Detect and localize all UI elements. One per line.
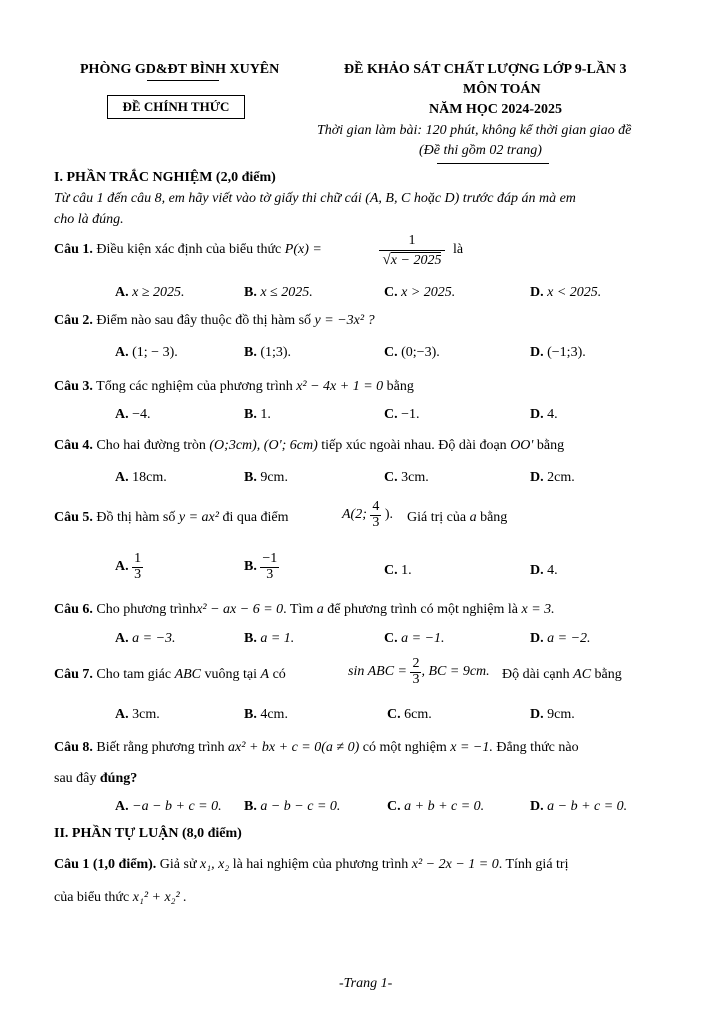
option-a[interactable]: A. −a − b + c = 0. bbox=[115, 799, 222, 814]
option-c[interactable]: C. 3cm. bbox=[384, 470, 429, 485]
question-4: Câu 4. Cho hai đường tròn (O;3cm), (O'; 6cm) tiếp xúc ngoài nhau. Độ dài đoạn OO' bằng bbox=[54, 438, 565, 453]
essay-question-1-line2: của biểu thức x₁² + x₂² . bbox=[54, 890, 187, 905]
option-b[interactable]: B. 9cm. bbox=[244, 470, 288, 485]
option-c[interactable]: C. a = −1. bbox=[384, 631, 445, 646]
question-text: Độ dài cạnh AC bằng bbox=[502, 667, 622, 682]
option-b[interactable]: B. 4cm. bbox=[244, 707, 288, 722]
option-c[interactable]: C. 1. bbox=[384, 563, 412, 578]
option-d[interactable]: D. x < 2025. bbox=[530, 285, 602, 300]
option-c[interactable]: C. 6cm. bbox=[387, 707, 432, 722]
option-b[interactable]: B. 1. bbox=[244, 407, 271, 422]
option-b[interactable]: B. (1;3). bbox=[244, 345, 292, 360]
part1-title: I. PHẦN TRẮC NGHIỆM (2,0 điểm) bbox=[54, 170, 276, 185]
option-b[interactable]: B. $\frac{-1}{3}$ bbox=[244, 551, 278, 582]
option-a[interactable]: A. x ≥ 2025. bbox=[115, 285, 185, 300]
essay-question-1: Câu 1 (1,0 điểm). Giả sử x₁, x₂ là hai nghiệm của phương trình x² − 2x − 1 = 0. Tính giá trị bbox=[54, 857, 569, 872]
question-label: Câu 1. bbox=[54, 242, 93, 257]
option-c[interactable]: C. (0;−3). bbox=[384, 345, 440, 360]
option-b[interactable]: B. a − b − c = 0. bbox=[244, 799, 341, 814]
option-d[interactable]: D. a − b + c = 0. bbox=[530, 799, 628, 814]
question-8-line2: sau đây đúng? bbox=[54, 771, 138, 786]
option-a[interactable]: A. a = −3. bbox=[115, 631, 176, 646]
subject: MÔN TOÁN bbox=[463, 82, 541, 97]
divider bbox=[437, 163, 549, 164]
exam-title: ĐỀ KHẢO SÁT CHẤT LƯỢNG LỚP 9-LẦN 3 bbox=[344, 62, 627, 77]
fraction-numerator: 1 bbox=[379, 232, 445, 251]
fraction-denominator: x − 2025 bbox=[390, 253, 442, 268]
instructions-line2: cho là đúng. bbox=[54, 212, 124, 227]
option-d[interactable]: D. 2cm. bbox=[530, 470, 575, 485]
option-d[interactable]: D. 9cm. bbox=[530, 707, 575, 722]
option-b[interactable]: B. x ≤ 2025. bbox=[244, 285, 313, 300]
fraction: 1 √x − 2025 bbox=[379, 232, 445, 270]
option-d[interactable]: D. (−1;3). bbox=[530, 345, 586, 360]
divider bbox=[147, 80, 219, 81]
option-d[interactable]: D. 4. bbox=[530, 407, 558, 422]
option-c[interactable]: C. −1. bbox=[384, 407, 420, 422]
question-5: Câu 5. Đồ thị hàm số y = ax² đi qua điểm bbox=[54, 510, 289, 525]
option-a[interactable]: A. 3cm. bbox=[115, 707, 160, 722]
option-d[interactable]: D. a = −2. bbox=[530, 631, 591, 646]
official-label: ĐỀ CHÍNH THỨC bbox=[122, 99, 230, 114]
option-a[interactable]: A. $\frac{1}{3}$ bbox=[115, 551, 142, 582]
question-7: Câu 7. Cho tam giác ABC vuông tại A có bbox=[54, 667, 286, 682]
question-1 bbox=[54, 242, 322, 258]
math-expression: P(x) = bbox=[284, 242, 322, 257]
sine-expression: sin ABC = $\frac{2}{3}$ , BC = 9cm. bbox=[348, 656, 490, 687]
school-year: NĂM HỌC 2024-2025 bbox=[429, 102, 562, 117]
question-3: Câu 3. Tổng các nghiệm của phương trình x² − 4x + 1 = 0 bằng bbox=[54, 379, 414, 394]
option-c[interactable]: C. x > 2025. bbox=[384, 285, 456, 300]
option-d[interactable]: D. 4. bbox=[530, 563, 558, 578]
pages-note: (Đề thi gồm 02 trang) bbox=[419, 143, 542, 158]
option-a[interactable]: A. −4. bbox=[115, 407, 151, 422]
option-a[interactable]: A. (1; − 3). bbox=[115, 345, 178, 360]
point-a: A(2; $\frac{4}{3}$ ). bbox=[342, 499, 394, 530]
time-note: Thời gian làm bài: 120 phút, không kể thời gian giao đề bbox=[317, 123, 632, 138]
question-text: Điều kiện xác định của biểu thức bbox=[96, 242, 282, 257]
option-a[interactable]: A. 18cm. bbox=[115, 470, 167, 485]
option-c[interactable]: C. a + b + c = 0. bbox=[387, 799, 485, 814]
department-name: PHÒNG GD&ĐT BÌNH XUYÊN bbox=[80, 62, 280, 77]
official-badge bbox=[107, 95, 245, 119]
question-6: Câu 6. Cho phương trìnhx² − ax − 6 = 0. Tìm a để phương trình có một nghiệm là x = 3. bbox=[54, 602, 555, 617]
question-text: Giá trị của a bằng bbox=[407, 510, 508, 525]
question-text: là bbox=[453, 242, 464, 257]
question-2: Câu 2. Điểm nào sau đây thuộc đồ thị hàm số y = −3x² ? bbox=[54, 313, 375, 328]
instructions-line1: Từ câu 1 đến câu 8, em hãy viết vào tờ giấy thi chữ cái (A, B, C hoặc D) trước đáp án mà em bbox=[54, 191, 576, 206]
option-b[interactable]: B. a = 1. bbox=[244, 631, 295, 646]
part2-title: II. PHẦN TỰ LUẬN (8,0 điểm) bbox=[54, 826, 242, 841]
page-number: -Trang 1- bbox=[339, 976, 393, 991]
question-8: Câu 8. Biết rằng phương trình ax² + bx + c = 0(a ≠ 0) có một nghiệm x = −1. Đẳng thức nào bbox=[54, 740, 579, 755]
